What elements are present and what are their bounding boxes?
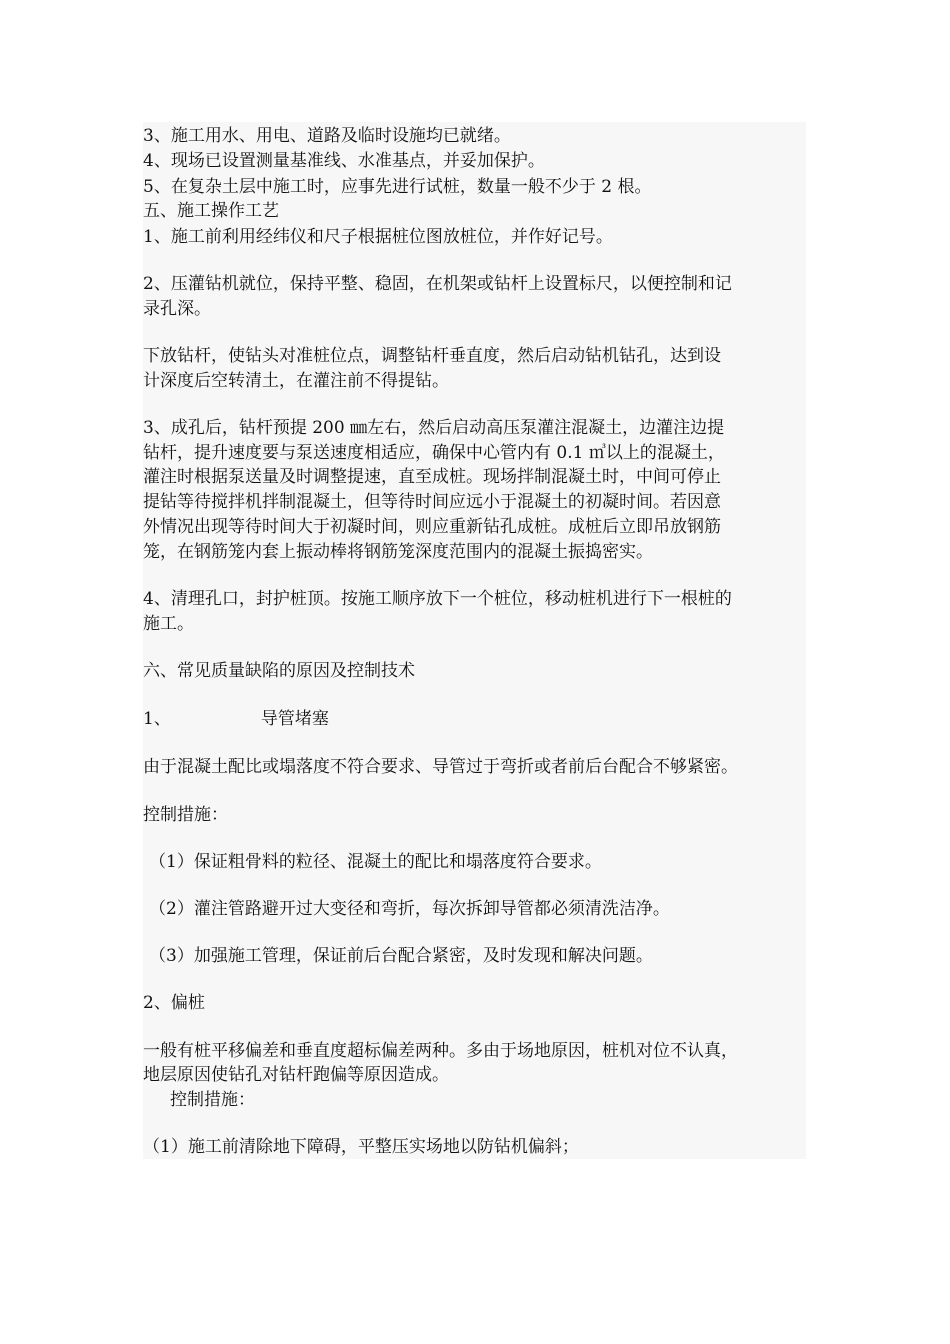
text-line: 4、现场已设置测量基准线、水准基点，并妥加保护。 bbox=[143, 151, 545, 171]
heading-title: 导管堵塞 bbox=[260, 709, 329, 729]
subsection-heading bbox=[143, 707, 823, 731]
text-line: 控制措施： bbox=[143, 805, 228, 825]
text-line: 1、施工前利用经纬仪和尺子根据桩位图放桩位，并作好记号。 bbox=[143, 227, 613, 247]
section-heading: 五、施工操作工艺 bbox=[143, 201, 279, 221]
text-line: 录孔深。 bbox=[143, 299, 211, 319]
text-line: 2、压灌钻机就位，保持平整、稳固，在机架或钻杆上设置标尺，以便控制和记 bbox=[143, 274, 732, 294]
text-line: 控制措施： bbox=[170, 1090, 255, 1110]
text-line: 计深度后空转清土，在灌注前不得提钻。 bbox=[143, 371, 449, 391]
text-line: 地层原因使钻孔对钻杆跑偏等原因造成。 bbox=[143, 1065, 449, 1085]
text-line: 外情况出现等待时间大于初凝时间，则应重新钻孔成桩。成桩后立即吊放钢筋 bbox=[143, 517, 721, 537]
list-item: （3）加强施工管理，保证前后台配合紧密，及时发现和解决问题。 bbox=[149, 946, 653, 966]
list-item: （1）保证粗骨料的粒径、混凝土的配比和塌落度符合要求。 bbox=[149, 852, 602, 872]
list-item: （1）施工前清除地下障碍，平整压实场地以防钻机偏斜； bbox=[143, 1137, 579, 1157]
text-line: 一般有桩平移偏差和垂直度超标偏差两种。多由于场地原因，桩机对位不认真， bbox=[143, 1041, 738, 1061]
list-item: （2）灌注管路避开过大变径和弯折，每次拆卸导管都必须清洗洁净。 bbox=[149, 899, 670, 919]
heading-number: 1、 bbox=[143, 709, 171, 729]
text-line: 4、清理孔口，封护桩顶。按施工顺序放下一个桩位，移动桩机进行下一根桩的 bbox=[143, 589, 732, 609]
text-line: 3、成孔后，钻杆预提 200 ㎜左右，然后启动高压泵灌注混凝土，边灌注边提 bbox=[143, 418, 725, 438]
section-heading: 六、常见质量缺陷的原因及控制技术 bbox=[143, 661, 415, 681]
text-line: 灌注时根据泵送量及时调整提速，直至成桩。现场拌制混凝土时，中间可停止 bbox=[143, 467, 721, 487]
text-line: 由于混凝土配比或塌落度不符合要求、导管过于弯折或者前后台配合不够紧密。 bbox=[143, 757, 738, 777]
text-line: 钻杆，提升速度要与泵送速度相适应，确保中心管内有 0.1 ㎥以上的混凝土， bbox=[143, 443, 725, 463]
text-line: 下放钻杆，使钻头对准桩位点，调整钻杆垂直度，然后启动钻机钻孔，达到设 bbox=[143, 346, 721, 366]
text-line: 笼，在钢筋笼内套上振动棒将钢筋笼深度范围内的混凝土振捣密实。 bbox=[143, 542, 653, 562]
subsection-heading: 2、偏桩 bbox=[143, 993, 205, 1013]
text-line: 3、施工用水、用电、道路及临时设施均已就绪。 bbox=[143, 126, 511, 146]
text-line: 提钻等待搅拌机拌制混凝土，但等待时间应远小于混凝土的初凝时间。若因意 bbox=[143, 492, 721, 512]
text-line: 5、在复杂土层中施工时，应事先进行试桩，数量一般不少于 2 根。 bbox=[143, 177, 652, 197]
text-line: 施工。 bbox=[143, 614, 194, 634]
